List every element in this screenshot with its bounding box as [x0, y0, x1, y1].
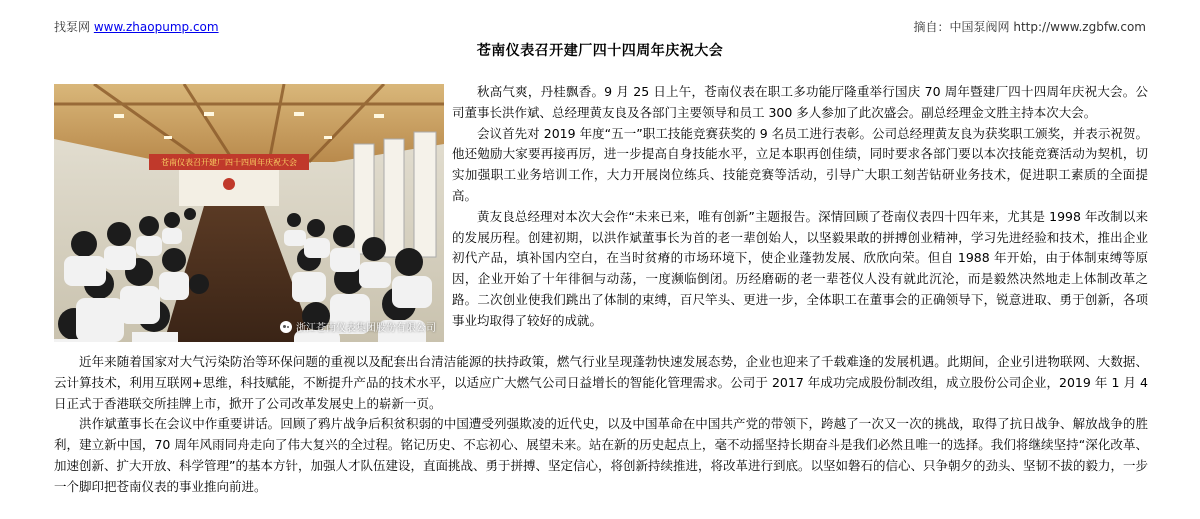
source-bar	[54, 18, 1146, 36]
conference-hall-image	[54, 84, 444, 342]
article-title: 苍南仪表召开建厂四十四周年庆祝大会	[476, 43, 724, 59]
article-body-full	[54, 352, 1148, 498]
paragraph: 会议首先对 2019 年度“五一”职工技能竞赛获奖的 9 名员工进行表彰。公司总经理黄友良为获奖职工颁奖，并表示祝贺。他还勉励大家要再接再厉，进一步提高自身技能水平，立足本职再创佳绩，同时要求各部门要以本次技能竞赛活动为契机，切实加强职工业务培训工作，大力开展岗位练兵、技能竞赛等活动，引导广大职工刻苦钻研业务技术，促进职工素质的全面提高。	[452, 125, 1148, 203]
wechat-icon	[280, 321, 292, 333]
source-right	[914, 18, 1146, 35]
event-photo	[54, 84, 444, 342]
photo-caption	[280, 319, 436, 334]
paragraph: 洪作斌董事长在会议中作重要讲话。回顾了鸦片战争后积贫积弱的中国遭受列强欺凌的近代史，以及中国革命在中国共产党的带领下，跨越了一次又一次的挑战，取得了抗日战争、解放战争的胜利，建立新中国，70 周年风雨同舟走向了伟大复兴的全过程。铭记历史、不忘初心、展望未来。站在新的历史起点上，毫不动摇坚持长期奋斗是我们必然且唯一的选择。我们将继续坚持“深化改革、加速创新、扩大开放、科学管理”的基本方针，加强人才队伍建设，直面挑战、勇于拼搏、坚定信心，将创新持续推进，将改革进行到底。以坚如磐石的信心、只争朝夕的劲头、坚韧不拔的毅力，一步一个脚印把苍南仪表的事业推向前进。	[54, 416, 1148, 494]
site-link[interactable]: www.zhaopump.com	[93, 20, 219, 34]
excerpt-url: http://www.zgbfw.com	[1013, 20, 1146, 34]
photo-caption-text: 浙江苍南仪表集团股份有限公司	[296, 323, 436, 334]
paragraph: 近年来随着国家对大气污染防治等环保问题的重视以及配套出台清洁能源的扶持政策，燃气行业呈现蓬勃快速发展态势，企业也迎来了千载难逢的发展机遇。此期间，企业引进物联网、大数据、云计算技术，利用互联网+思维，科技赋能，不断提升产品的技术水平，以适应广大燃气公司日益增长的智能化管理需求。公司于 2017 年成功完成股份制改组，成立股份公司企业，2019 年 1 月 4 日正式于香港联交所挂牌上市，掀开了公司改革发展史上的崭新一页。	[54, 354, 1148, 411]
site-label: 找泵网	[54, 20, 91, 34]
article-body-wrapped	[452, 82, 1148, 332]
source-left	[54, 18, 219, 35]
paragraph: 黄友良总经理对本次大会作“未来已来，唯有创新”主题报告。深情回顾了苍南仪表四十四年来，尤其是 1998 年改制以来的发展历程。创建初期，以洪作斌董事长为首的老一辈创始人，以坚毅果敢的拼搏创业精神，学习先进经验和技术，推出企业初代产品，填补国内空白，在当时贫瘠的市场环境下，使企业蓬勃发展、欣欣向荣。但自 1988 年开始，由于体制束缚等原因，企业开始了十年徘徊与动荡，一度濒临倒闭。历经磨砺的老一辈苍仪人没有就此沉沦，而是毅然决然地走上体制改革之路。二次创业使我们跳出了体制的束缚，百尺竿头、更进一步，全体职工在董事会的正确领导下，锐意进取、勇于创新，各项事业均取得了较好的成就。	[452, 208, 1148, 328]
stage-banner-text: 苍南仪表召开建厂四十四周年庆祝大会	[161, 158, 297, 167]
excerpt-label: 摘自：中国泵阀网	[913, 20, 1010, 34]
paragraph: 秋高气爽，丹桂飘香。9 月 25 日上午，苍南仪表在职工多功能厅隆重举行国庆 70 周年暨建厂四十四周年庆祝大会。公司董事长洪作斌、总经理黄友良及各部门主要领导和员工 300 多人参加了此次盛会。副总经理金文胜主持本次大会。	[452, 84, 1148, 120]
